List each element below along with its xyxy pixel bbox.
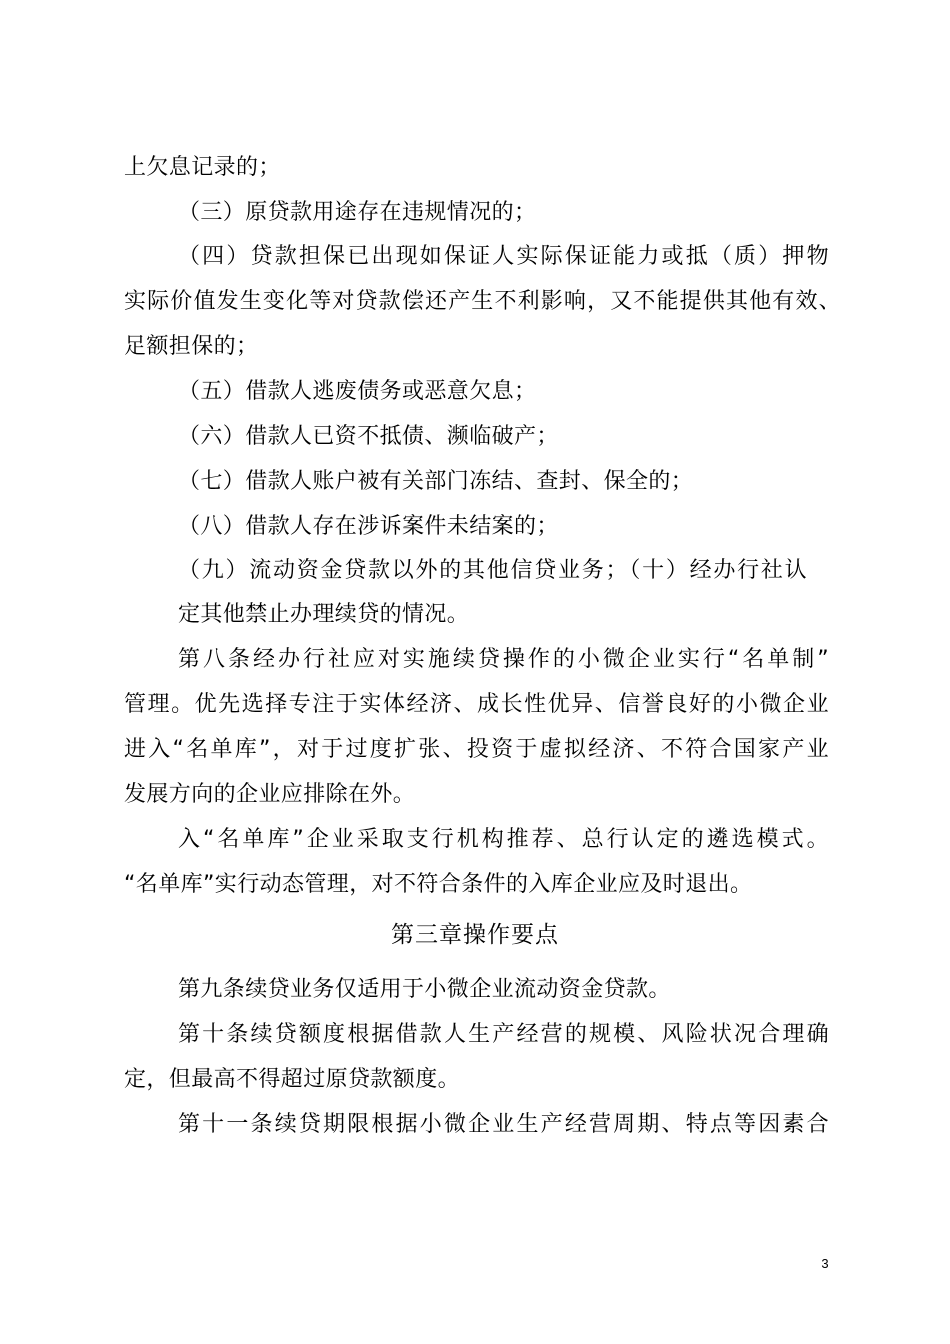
text-line: （五）借款人逃废债务或恶意欠息； <box>178 379 537 404</box>
text-line: 第九条续贷业务仅适用于小微企业流动资金贷款。 <box>178 977 671 1002</box>
page-number: 3 <box>821 1256 829 1271</box>
text-line: 足额担保的； <box>124 334 259 359</box>
text-line: 上欠息记录的； <box>124 155 281 180</box>
text-line: （七）借款人账户被有关部门冻结、查封、保全的； <box>178 469 694 494</box>
text-line: 入“名单库”企业采取支行机构推荐、总行认定的遴选模式。 <box>178 827 829 852</box>
text-line: 管理。优先选择专注于实体经济、成长性优异、信誉良好的小微企业 <box>124 692 829 717</box>
text-line: 发展方向的企业应排除在外。 <box>124 782 416 807</box>
text-line: 实际价值发生变化等对贷款偿还产生不利影响，又不能提供其他有效、 <box>124 289 841 314</box>
text-line: “名单库”实行动态管理，对不符合条件的入库企业应及时退出。 <box>124 872 753 897</box>
text-line: （九）流动资金贷款以外的其他信贷业务；（十）经办行社认 <box>178 558 807 583</box>
text-line: （三）原贷款用途存在违规情况的； <box>178 200 537 225</box>
text-line: 定，但最高不得超过原贷款额度。 <box>124 1067 461 1092</box>
text-line: 第十条续贷额度根据借款人生产经营的规模、风险状况合理确 <box>178 1022 829 1047</box>
text-line: 第十一条续贷期限根据小微企业生产经营周期、特点等因素合 <box>178 1112 829 1137</box>
text-line: （六）借款人已资不抵债、濒临破产； <box>178 424 559 449</box>
chapter-heading: 第三章操作要点 <box>391 922 559 948</box>
text-line: 定其他禁止办理续贷的情况。 <box>178 602 470 627</box>
text-line: （八）借款人存在涉诉案件未结案的； <box>178 514 559 539</box>
text-line: （四）贷款担保已出现如保证人实际保证能力或抵（质）押物 <box>178 244 829 269</box>
text-line: 进入“名单库”，对于过度扩张、投资于虚拟经济、不符合国家产业 <box>124 737 829 762</box>
text-line: 第八条经办行社应对实施续贷操作的小微企业实行“名单制” <box>178 647 829 672</box>
